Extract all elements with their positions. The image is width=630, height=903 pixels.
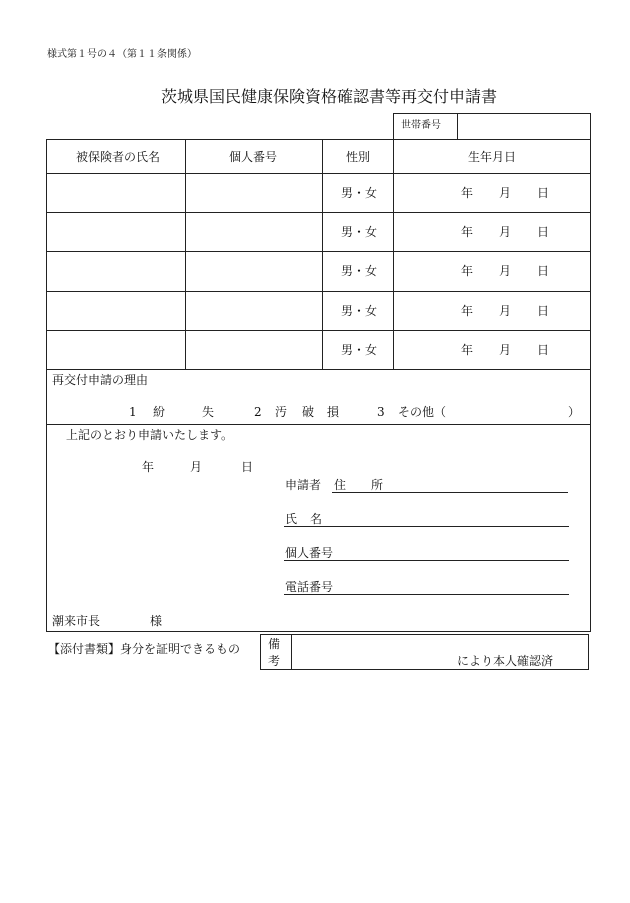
applicant-personal-number-label: 個人番号 (285, 546, 334, 560)
header-birthdate: 生年月日 (468, 150, 517, 164)
sex-option[interactable]: 男・女 (341, 225, 378, 239)
personal-number-field[interactable] (186, 292, 322, 330)
birth-year-label: 年 (461, 343, 474, 357)
birth-day-label: 日 (537, 304, 550, 318)
date-day-label: 日 (241, 460, 254, 474)
remarks-text: により本人確認済 (457, 654, 554, 668)
birth-year-label: 年 (461, 304, 474, 318)
address-label-char-2: 所 (371, 478, 384, 492)
phone-input-line[interactable] (284, 594, 569, 595)
addressee: 潮来市長 (52, 614, 101, 628)
name-label-char-2: 名 (310, 512, 323, 526)
birth-day-label: 日 (537, 186, 550, 200)
applicant-label: 申請者 (285, 478, 322, 492)
attachment-note: 【添付書類】身分を証明できるもの (48, 642, 241, 656)
reason-opt2-char-2[interactable]: 破 (302, 405, 315, 419)
personal-number-input-line[interactable] (284, 560, 569, 561)
name-label-char-1: 氏 (285, 512, 298, 526)
sex-option[interactable]: 男・女 (341, 264, 378, 278)
statement: 上記のとおり申請いたします。 (66, 428, 234, 442)
reason-opt1-char-1[interactable]: 紛 (153, 405, 166, 419)
insured-name-field[interactable] (47, 213, 185, 251)
birth-month-label: 月 (499, 186, 512, 200)
household-number-field[interactable] (458, 114, 590, 139)
personal-number-field[interactable] (186, 174, 322, 212)
birth-year-label: 年 (461, 186, 474, 200)
insured-name-field[interactable] (47, 331, 185, 369)
remarks-label-char-2: 考 (268, 654, 281, 668)
birth-day-label: 日 (537, 264, 550, 278)
personal-number-field[interactable] (186, 213, 322, 251)
insured-name-field[interactable] (47, 174, 185, 212)
form-number: 様式第１号の４（第１１条関係） (47, 49, 197, 60)
page-title: 茨城県国民健康保険資格確認書等再交付申請書 (161, 87, 498, 106)
birth-month-label: 月 (499, 343, 512, 357)
reason-opt1-number[interactable]: 1 (129, 405, 137, 419)
sex-option[interactable]: 男・女 (341, 343, 378, 357)
reason-opt1-char-2[interactable]: 失 (202, 405, 215, 419)
birth-day-label: 日 (537, 225, 550, 239)
birth-year-label: 年 (461, 225, 474, 239)
insured-name-field[interactable] (47, 292, 185, 330)
name-input-line[interactable] (284, 526, 569, 527)
personal-number-field[interactable] (186, 252, 322, 291)
reason-label: 再交付申請の理由 (52, 373, 149, 387)
honorific: 様 (150, 614, 163, 628)
sex-option[interactable]: 男・女 (341, 186, 378, 200)
reason-opt3-number[interactable]: 3 (377, 405, 385, 419)
birth-month-label: 月 (499, 304, 512, 318)
header-sex: 性別 (346, 150, 371, 164)
address-input-line[interactable] (332, 492, 568, 493)
sex-option[interactable]: 男・女 (341, 304, 378, 318)
reason-opt3-close: ） (568, 405, 581, 419)
insured-name-field[interactable] (47, 252, 185, 291)
date-month-label: 月 (190, 460, 203, 474)
household-label: 世帯番号 (401, 120, 441, 131)
date-year-label: 年 (142, 460, 155, 474)
reason-opt2-number[interactable]: 2 (254, 405, 262, 419)
birth-year-label: 年 (461, 264, 474, 278)
birth-month-label: 月 (499, 225, 512, 239)
header-personal-number: 個人番号 (229, 150, 278, 164)
phone-label: 電話番号 (285, 580, 334, 594)
birth-month-label: 月 (499, 264, 512, 278)
birth-day-label: 日 (537, 343, 550, 357)
address-label-char-1: 住 (334, 478, 347, 492)
personal-number-field[interactable] (186, 331, 322, 369)
reason-opt2-char-1[interactable]: 汚 (275, 405, 288, 419)
reason-opt3-label[interactable]: その他（ (398, 405, 447, 419)
header-name: 被保険者の氏名 (76, 150, 161, 164)
remarks-label-char-1: 備 (268, 637, 281, 651)
reason-opt2-char-3[interactable]: 損 (327, 405, 340, 419)
